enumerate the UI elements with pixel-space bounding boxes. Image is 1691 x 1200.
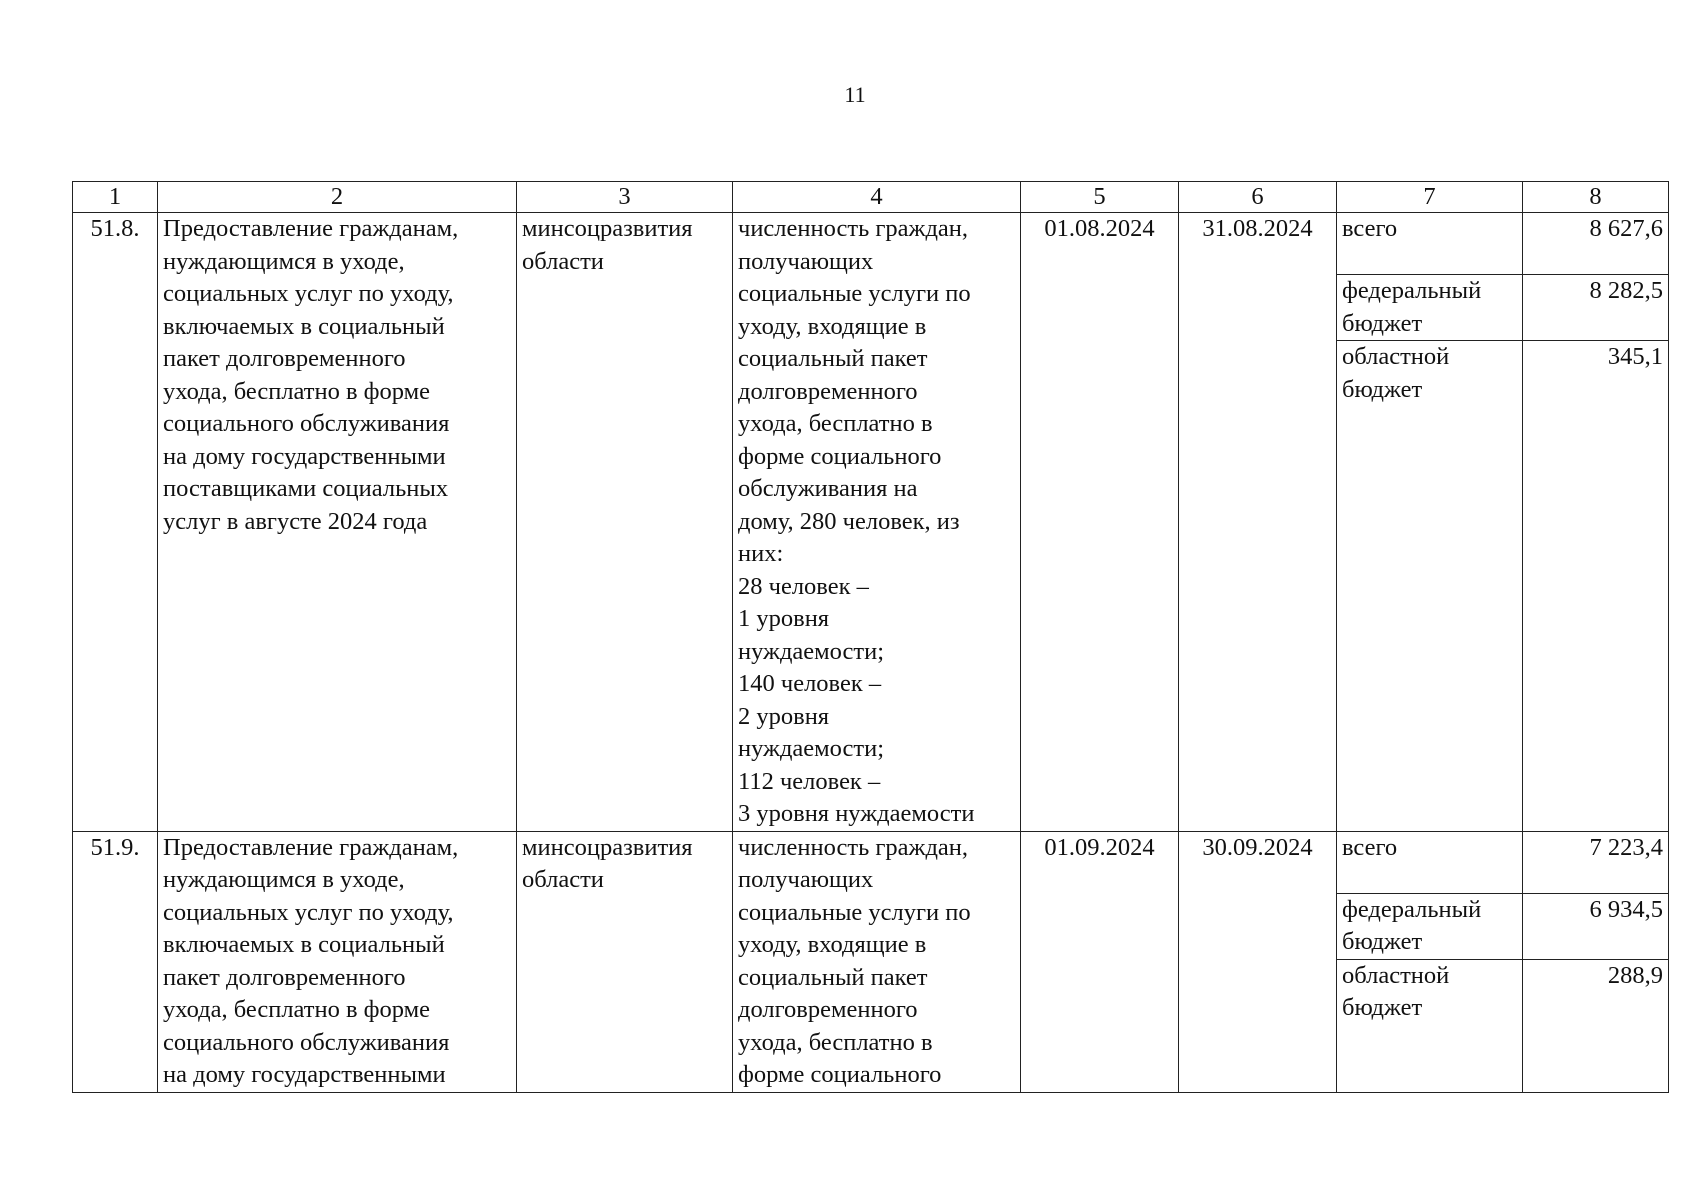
- column-number: 5: [1021, 182, 1179, 213]
- funding-amount: 345,1: [1523, 341, 1669, 831]
- end-date: 30.09.2024: [1179, 831, 1337, 1092]
- column-number-row: [73, 182, 1669, 213]
- table-row: [73, 831, 1669, 893]
- result-indicator: численность граждан, получающих социальные услуги по уходу, входящие в социальный пакет долговременного ухода, бесплатно в форме социального обслуживания на дому, 280 человек, из них: 28 человек – 1 уровня нуждаемости; 140 человек – 2 уровня нуждаемости; 112 человек – 3 уровня нуждаемости: [733, 213, 1021, 832]
- column-number: 8: [1523, 182, 1669, 213]
- page-number: 11: [844, 82, 866, 107]
- executor: минсоцразвития области: [517, 831, 733, 1092]
- funding-amount: 7 223,4: [1523, 831, 1669, 893]
- measures-table: [72, 181, 1669, 1093]
- column-number: 2: [158, 182, 517, 213]
- funding-amount: 8 627,6: [1523, 213, 1669, 275]
- funding-source: всего: [1337, 213, 1523, 275]
- funding-source: федеральный бюджет: [1337, 893, 1523, 959]
- measure-description: Предоставление гражданам, нуждающимся в уходе, социальных услуг по уходу, включаемых в социальный пакет долговременного ухода, бесплатно в форме социального обслуживания на дому государственными: [158, 831, 517, 1092]
- funding-source: всего: [1337, 831, 1523, 893]
- start-date: 01.08.2024: [1021, 213, 1179, 832]
- column-number: 7: [1337, 182, 1523, 213]
- column-number: 3: [517, 182, 733, 213]
- funding-amount: 8 282,5: [1523, 275, 1669, 341]
- column-number: 4: [733, 182, 1021, 213]
- row-id: 51.8.: [73, 213, 158, 832]
- start-date: 01.09.2024: [1021, 831, 1179, 1092]
- column-number: 1: [73, 182, 158, 213]
- measure-description: Предоставление гражданам, нуждающимся в уходе, социальных услуг по уходу, включаемых в социальный пакет долговременного ухода, бесплатно в форме социального обслуживания на дому государственными поставщиками социальных услуг в августе 2024 года: [158, 213, 517, 832]
- executor: минсоцразвития области: [517, 213, 733, 832]
- result-indicator: численность граждан, получающих социальные услуги по уходу, входящие в социальный пакет долговременного ухода, бесплатно в форме социального: [733, 831, 1021, 1092]
- row-id: 51.9.: [73, 831, 158, 1092]
- funding-amount: 288,9: [1523, 959, 1669, 1092]
- end-date: 31.08.2024: [1179, 213, 1337, 832]
- funding-source: областной бюджет: [1337, 959, 1523, 1092]
- funding-amount: 6 934,5: [1523, 893, 1669, 959]
- table-row: [73, 213, 1669, 275]
- column-number: 6: [1179, 182, 1337, 213]
- funding-source: федеральный бюджет: [1337, 275, 1523, 341]
- funding-source: областной бюджет: [1337, 341, 1523, 831]
